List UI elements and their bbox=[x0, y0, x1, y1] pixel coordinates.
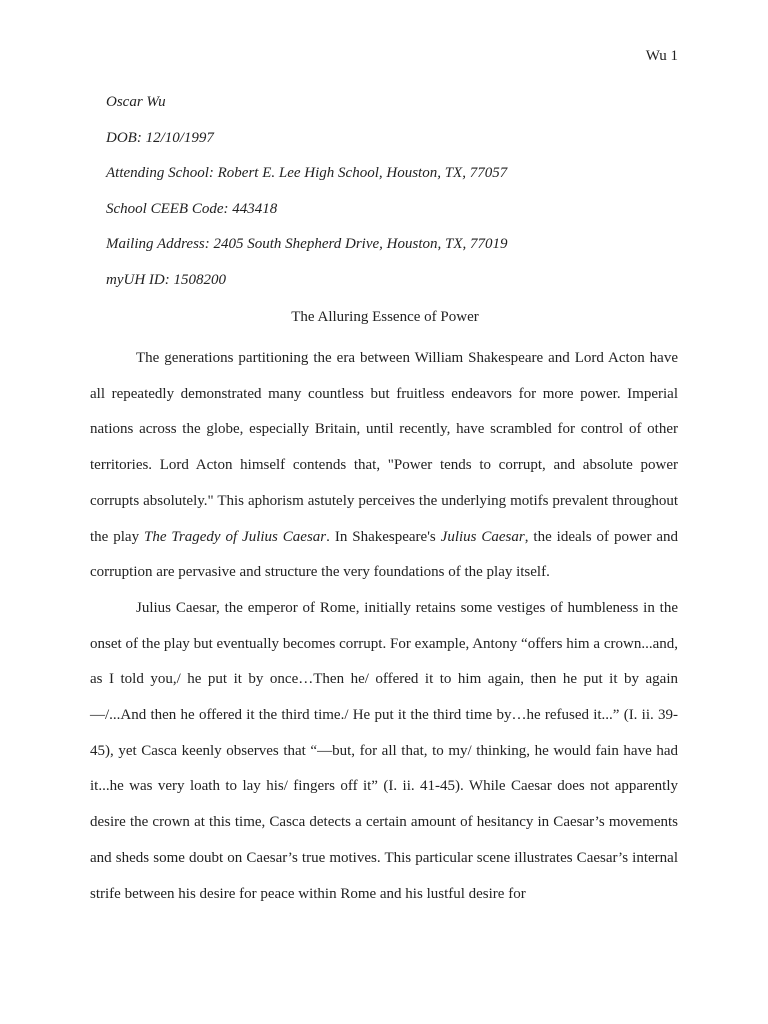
student-name: Oscar Wu bbox=[106, 94, 166, 110]
school-ceeb-code: School CEEB Code: 443418 bbox=[106, 200, 278, 217]
paragraph-1-text-c: , the ideals of power and corruption are pervasive and structure the very foundations of the play itself. bbox=[90, 528, 679, 581]
paragraph-2: Julius Caesar, the emperor of Rome, initially retains some vestiges of humbleness in the onset of the play but eventually becomes corrupt. For example, Antony “offers him a crown...and, as I told you,/ he put it by once…Then he/ offered it to him again, then he put it by again—/...And then he offered it the third time./ He put it the third time by…he refused it...” (I. ii. 39-45), yet Casca keenly observes that “—but, for all that, to my/ thinking, he would fain have had it...he was very loath to lay his/ fingers off it” (I. ii. 41-45). While Caesar does not apparently desire the crown at this time, Casca detects a certain amount of hesitancy in Caesar’s movements and sheds some doubt on Caesar’s true motives. This particular scene illustrates Caesar’s internal strife between his desire for peace within Rome and his lustful desire for bbox=[90, 599, 678, 902]
paragraph-1-text-b: . In Shakespeare's bbox=[326, 528, 441, 545]
mailing-address: Mailing Address: 2405 South Shepherd Drive, Houston, TX, 77019 bbox=[106, 236, 508, 252]
student-dob: DOB: 12/10/1997 bbox=[106, 129, 214, 146]
play-short-title-italic: Julius Caesar bbox=[440, 528, 525, 545]
paragraph-1 bbox=[90, 341, 678, 591]
myuh-id: myUH ID: 1508200 bbox=[106, 271, 226, 288]
essay-title: The Alluring Essence of Power bbox=[291, 309, 479, 325]
student-info-block bbox=[106, 92, 686, 305]
page-number-header: Wu 1 bbox=[645, 48, 678, 64]
essay-body bbox=[90, 341, 678, 912]
paragraph-1-text-a: The generations partitioning the era between William Shakespeare and Lord Acton have all repeatedly demonstrated many countless but fruitless endeavors for more power. Imperial nations across the globe, especially Britain, until recently, have scrambled for control of other territories. Lord Acton himself contends that, "Power tends to corrupt, and absolute power corrupts absolutely." This aphorism astutely perceives the underlying motifs prevalent throughout the play bbox=[90, 350, 678, 545]
attending-school: Attending School: Robert E. Lee High School, Houston, TX, 77057 bbox=[106, 165, 508, 181]
play-title-italic: The Tragedy of Julius Caesar bbox=[143, 528, 327, 545]
